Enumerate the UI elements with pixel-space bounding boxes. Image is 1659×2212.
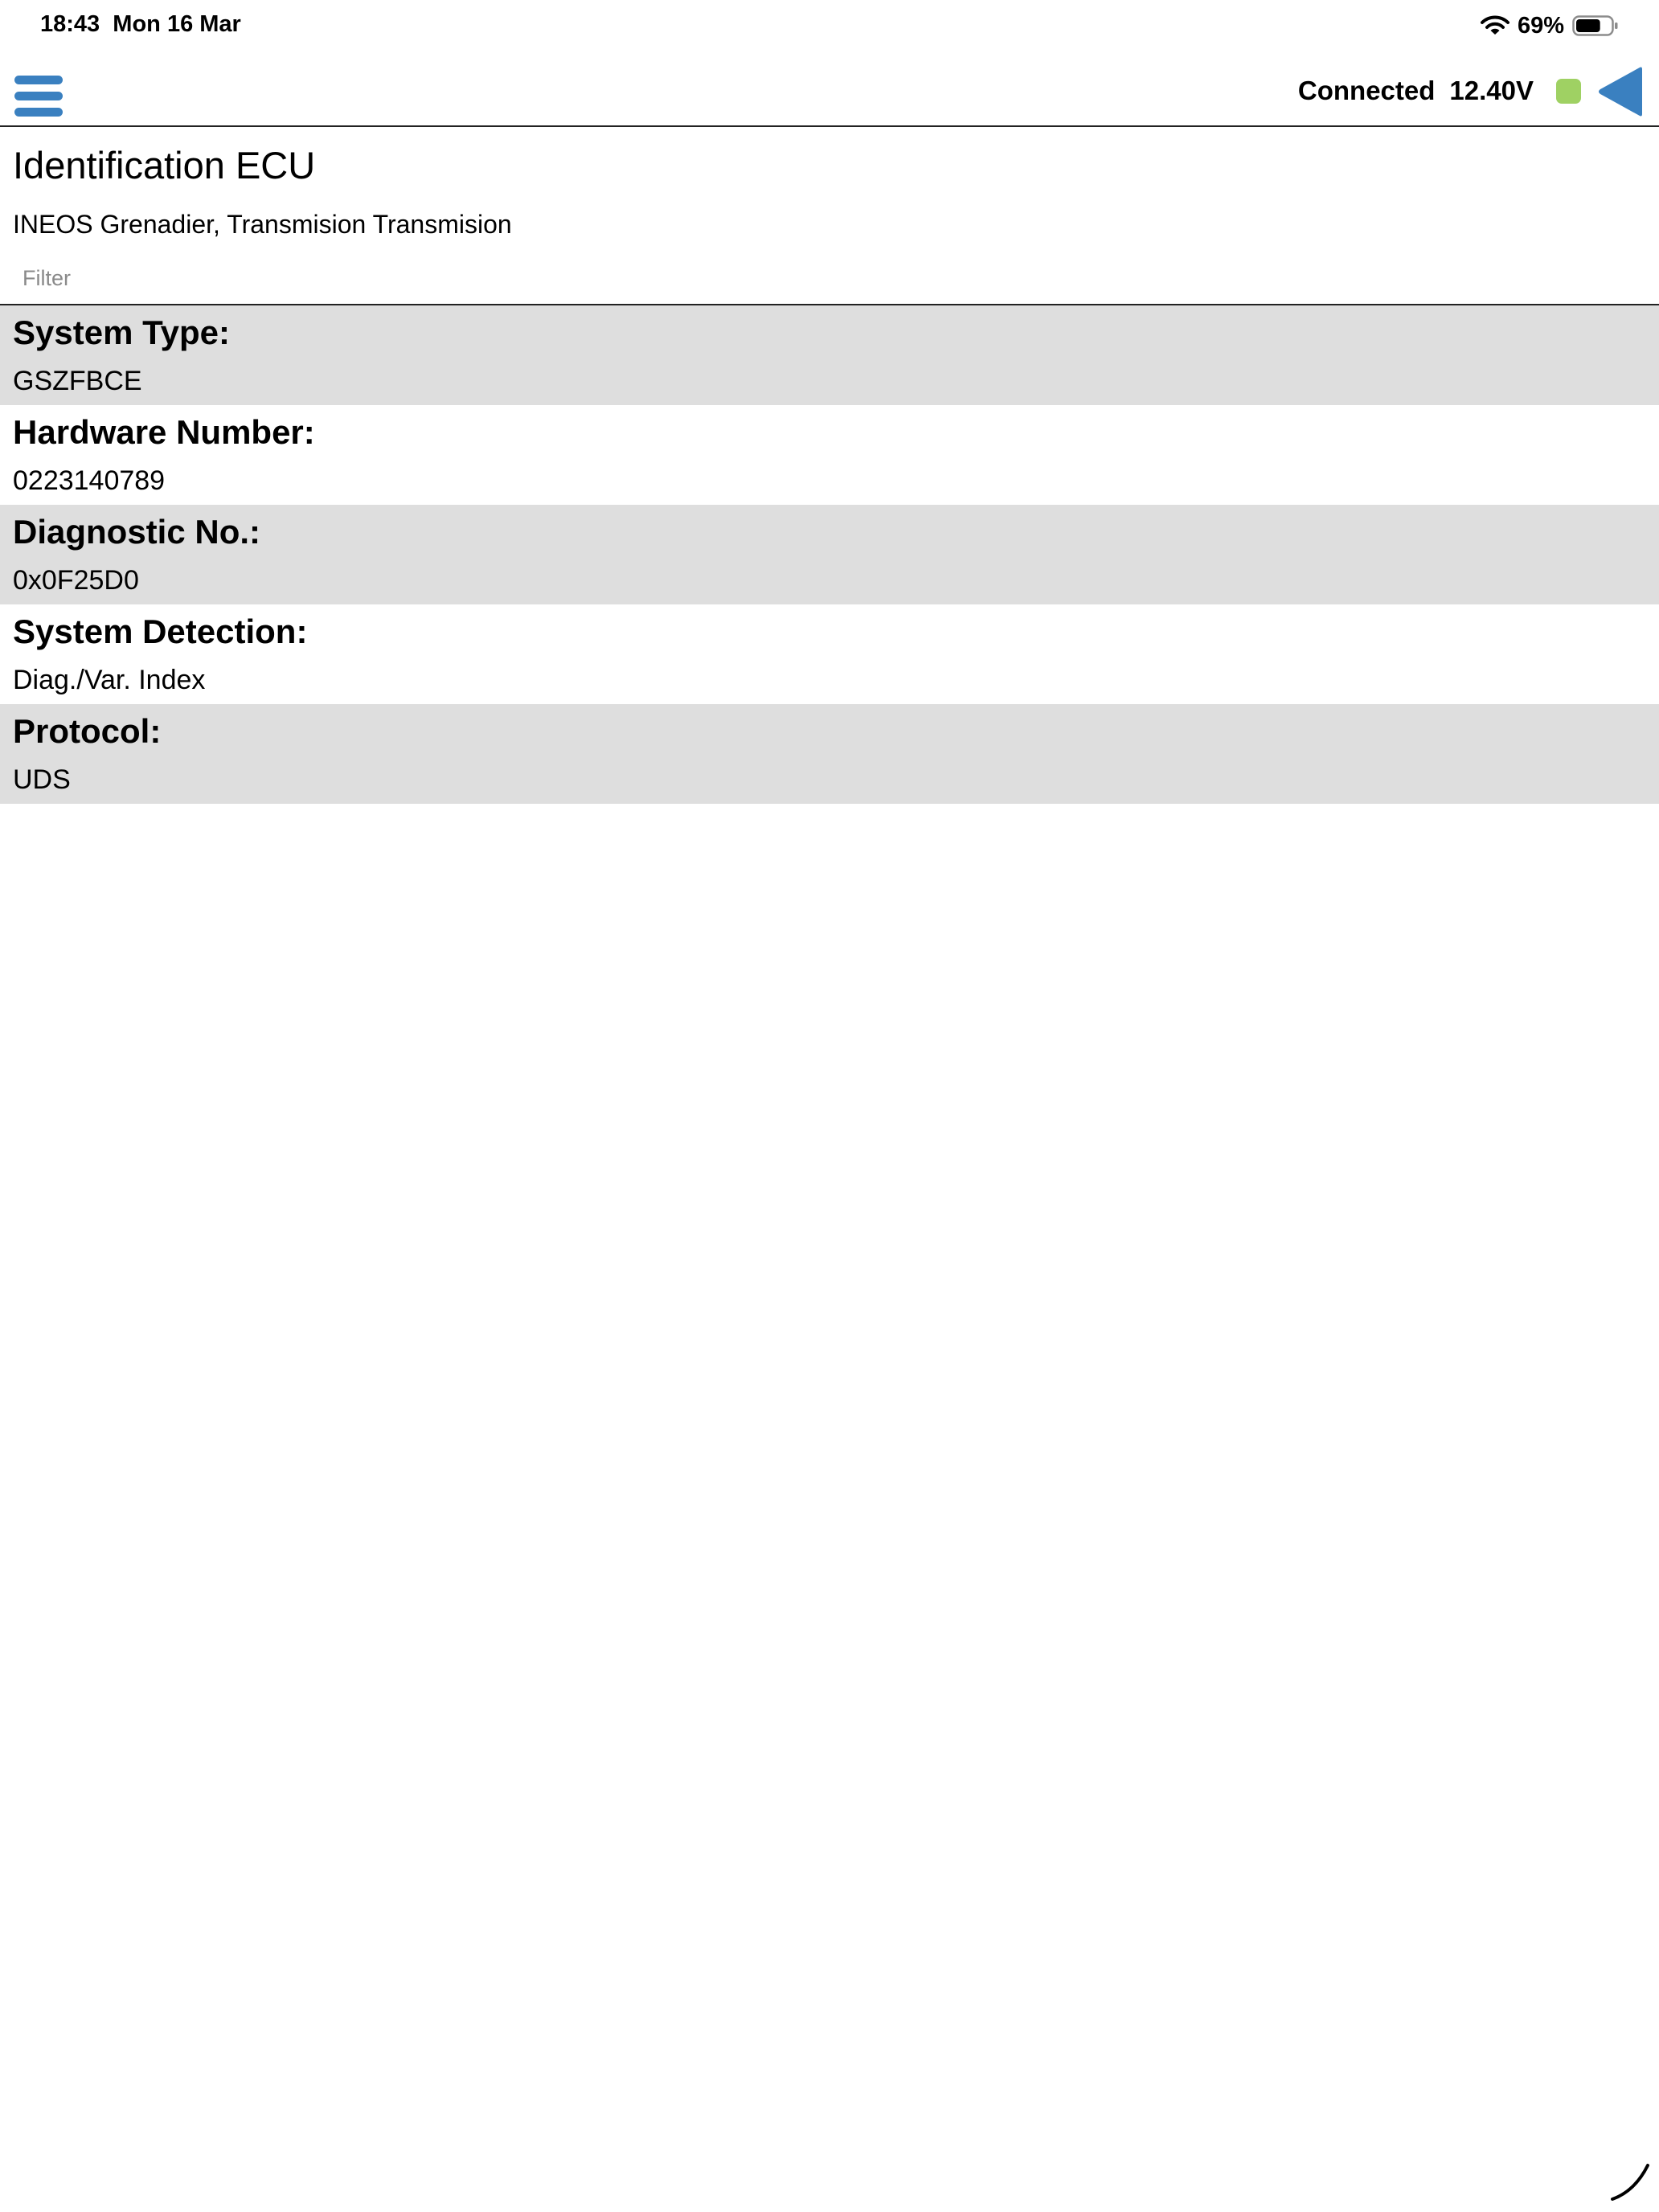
ecu-info-list	[0, 305, 1659, 804]
header-toolbar	[0, 51, 1659, 127]
info-label: Hardware Number:	[13, 413, 315, 451]
battery-percent: 69%	[1517, 12, 1564, 39]
hamburger-menu-icon-bar	[14, 92, 63, 100]
info-row-hardware-number	[0, 405, 1659, 505]
connection-status	[1298, 76, 1534, 106]
info-value: 0223140789	[13, 465, 166, 496]
info-row-system-type	[0, 305, 1659, 405]
hamburger-menu-icon-bar	[14, 108, 63, 117]
voltage-reading: 12.40V	[1449, 76, 1534, 105]
back-triangle-icon	[1599, 68, 1642, 117]
info-row-diagnostic-no	[0, 505, 1659, 604]
info-value: GSZFBCE	[13, 366, 142, 396]
info-value: UDS	[13, 764, 71, 795]
hamburger-menu-icon	[14, 76, 63, 84]
page-subtitle: INEOS Grenadier, Transmision Transmision	[13, 210, 512, 239]
resize-handle-icon[interactable]	[1608, 2159, 1653, 2204]
status-indicators	[1481, 10, 1619, 42]
page-title: Identification ECU	[13, 144, 316, 186]
info-row-protocol	[0, 704, 1659, 804]
filter-input[interactable]	[0, 252, 1659, 305]
info-value: Diag./Var. Index	[13, 665, 206, 695]
status-time	[40, 11, 241, 38]
menu-button[interactable]	[13, 63, 64, 114]
info-value: 0x0F25D0	[13, 565, 139, 596]
status-clock: 18:43	[40, 11, 100, 37]
info-row-system-detection	[0, 604, 1659, 704]
wifi-icon	[1481, 15, 1509, 36]
back-button[interactable]	[1596, 66, 1645, 117]
status-date: Mon 16 Mar	[113, 11, 241, 37]
info-label: Diagnostic No.:	[13, 513, 261, 551]
info-label: System Type:	[13, 313, 230, 351]
battery-icon	[1572, 14, 1619, 37]
status-bar	[0, 0, 1659, 51]
info-label: Protocol:	[13, 712, 162, 750]
info-label: System Detection:	[13, 612, 308, 650]
connection-label: Connected	[1297, 76, 1436, 105]
connection-led-icon	[1556, 79, 1581, 104]
